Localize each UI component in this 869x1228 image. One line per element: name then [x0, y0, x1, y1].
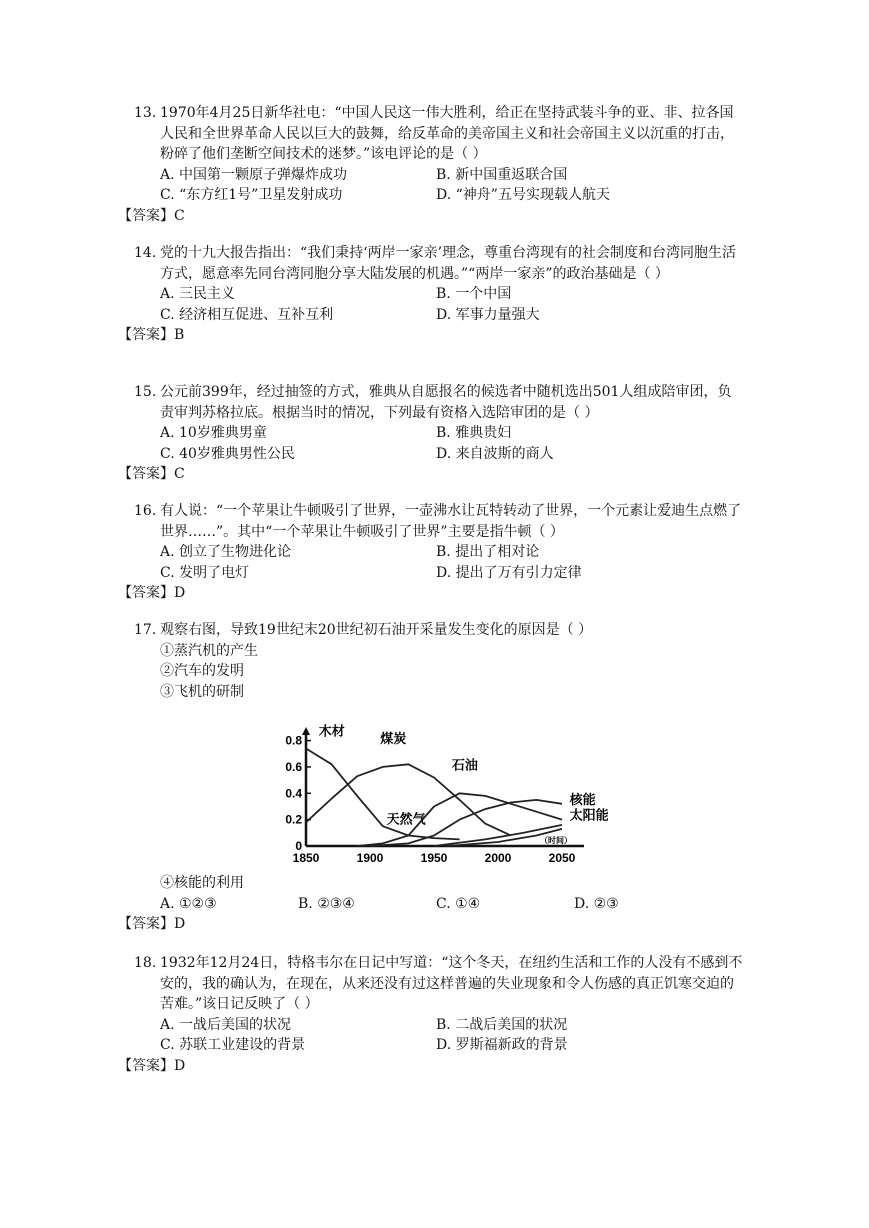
question-stem: 1932年12月24日，特格韦尔在日记中写道：“这个冬天，在纽约生活和工作的人没有不感到不安的，我的确认为，在现在，从来还没有过这样普遍的失业现象和令人伤感的真正饥寒交迫的苦难。”该日记反映了（ ） [160, 955, 743, 1012]
series-label: 天然气 [386, 812, 426, 828]
question-stem: 1970年4月25日新华社电：“中国人民这一伟大胜利，给正在坚持武装斗争的亚、非、拉各国人民和全世界革命人民以巨大的鼓舞，给反革命的美帝国主义和社会帝国主义以沉重的打击，粉碎了他们垄断空间技术的迷梦。”该电评论的是（ ） [160, 105, 734, 162]
y-tick-label: 0.8 [285, 733, 302, 748]
y-tick-label: 0 [295, 839, 302, 853]
question-number: 14. [134, 245, 157, 261]
question-number: 16. [134, 503, 157, 519]
series-label: 太阳能 [569, 808, 609, 824]
y-tick-label: 0.6 [285, 759, 302, 774]
series-label: 石油 [451, 758, 478, 774]
statement-4: ④核能的利用 [160, 875, 244, 891]
option-a: A. 创立了生物进化论 [160, 544, 292, 560]
series-label: 煤炭 [380, 732, 407, 748]
option-d: D. ②③ [574, 895, 619, 912]
question-number: 13. [134, 105, 157, 121]
answer: 【答案】D [118, 916, 186, 932]
statement-3: ③飞机的研制 [160, 683, 244, 700]
y-tick-label: 0.2 [285, 812, 302, 827]
option-b: B. 一个中国 [436, 286, 512, 302]
option-b: B. 二战后美国的状况 [436, 1016, 568, 1033]
series-label: 木材 [318, 724, 345, 740]
option-c: C. 苏联工业建设的背景 [160, 1037, 306, 1053]
question-stem: 党的十九大报告指出：“我们秉持‘两岸一家亲’理念，尊重台湾现有的社会制度和台湾同胞生活方式，愿意率先同台湾同胞分享大陆发展的机遇。”“两岸一家亲”的政治基础是（ ） [160, 245, 737, 282]
option-d: D. 来自波斯的商人 [436, 445, 554, 462]
y-axis-arrow [302, 727, 310, 735]
question-17-continued [118, 873, 744, 935]
question-stem: 观察右图，导致19世纪末20世纪初石油开采量发生变化的原因是（ ） [160, 622, 593, 638]
answer: 【答案】B [118, 327, 185, 343]
options [134, 165, 744, 206]
option-d: D. 罗斯福新政的背景 [436, 1037, 568, 1053]
option-c: C. 40岁雅典男性公民 [160, 445, 295, 462]
answer: 【答案】D [118, 1057, 186, 1074]
answer: 【答案】C [118, 207, 185, 224]
option-b: B. ②③④ [298, 895, 355, 912]
statement-2: ②汽车的发明 [160, 663, 244, 679]
option-b: B. 提出了相对论 [436, 544, 540, 560]
options [134, 284, 744, 325]
options [134, 542, 744, 583]
option-a: A. 一战后美国的状况 [160, 1016, 292, 1033]
option-a: A. 三民主义 [160, 286, 236, 302]
y-tick-label: 0.4 [285, 786, 302, 801]
option-d: D. “神舟”五号实现载人航天 [436, 187, 610, 203]
x-tick-label: 1900 [356, 851, 384, 865]
series-line [306, 749, 460, 840]
question-stem: 有人说：“一个苹果让牛顿吸引了世界，一壶沸水让瓦特转动了世界，一个元素让爱迪生点燃了世界……”。其中“一个苹果让牛顿吸引了世界”主要是指牛顿（ ） [160, 503, 742, 540]
question-number: 18. [134, 955, 157, 971]
option-c: C. 发明了电灯 [160, 564, 250, 581]
option-c: C. 经济相互促进、互补互利 [160, 306, 334, 323]
question-16 [118, 501, 744, 604]
option-d: D. 军事力量强大 [436, 306, 540, 323]
question-13 [118, 103, 744, 226]
series-label: 核能 [569, 792, 596, 808]
answer: 【答案】C [118, 466, 185, 482]
answer: 【答案】D [118, 585, 186, 601]
options [134, 423, 744, 464]
question-stem: 公元前399年，经过抽签的方式，雅典从自愿报名的候选者中随机选出501人组成陪审团，负责审判苏格拉底。根据当时的情况，下列最有资格入选陪审团的是（ ） [160, 384, 732, 421]
option-a: A. 中国第一颗原子弹爆炸成功 [160, 166, 348, 183]
option-a: A. ①②③ [160, 895, 217, 912]
option-b: B. 雅典贵妇 [436, 425, 512, 441]
energy-chart [266, 724, 609, 868]
option-a: A. 10岁雅典男童 [160, 425, 267, 441]
question-15 [118, 382, 744, 485]
question-number: 15. [134, 384, 157, 400]
options [134, 894, 744, 915]
option-b: B. 新中国重返联合国 [436, 166, 568, 183]
options [134, 1015, 744, 1056]
question-17 [134, 620, 744, 702]
statement-1: ①蒸汽机的产生 [160, 642, 258, 659]
question-number: 17. [134, 622, 157, 638]
option-d: D. 提出了万有引力定律 [436, 564, 582, 581]
x-tick-label: 1950 [420, 851, 448, 865]
x-tick-label: 2000 [484, 851, 512, 865]
question-14 [118, 243, 744, 346]
question-18 [118, 953, 744, 1076]
x-tick-label: 2050 [548, 851, 576, 865]
option-c: C. ①④ [436, 895, 481, 912]
option-c: C. “东方红1号”卫星发射成功 [160, 187, 343, 203]
x-unit-label: （时间） [540, 835, 572, 845]
x-tick-label: 1850 [292, 851, 320, 865]
